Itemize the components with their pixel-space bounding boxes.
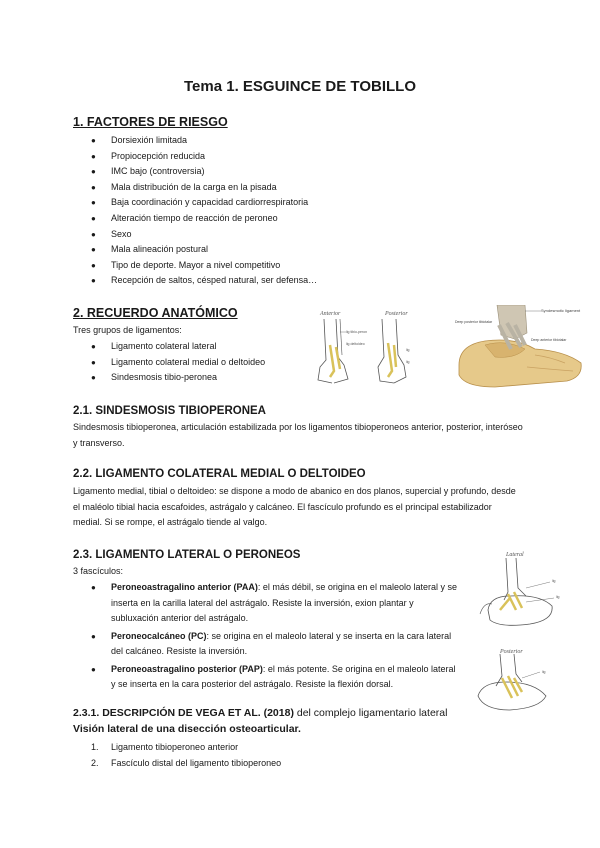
list-item: ● Propiocepción reducida bbox=[91, 150, 206, 161]
deltoid-paragraph: Ligamento medial, tibial o deltoideo: se dispone a modo de abanico en dos planos, supercial y profundo, desde el maléolo tibial hacia escafoides, astrágalo y calcáneo. El fascículo profundo es el principal estabilizador medial. Si se rompe, el astrágalo tiende al valgo. bbox=[73, 486, 516, 527]
medial-ankle-illustration bbox=[455, 305, 585, 390]
list-item: ● Mala alineación postural bbox=[91, 244, 209, 255]
svg-text:lig: lig bbox=[542, 670, 546, 674]
svg-text:lig: lig bbox=[406, 348, 410, 352]
list-item: ● IMC bajo (controversia) bbox=[91, 166, 205, 177]
list-item: ● Tipo de deporte. Mayor a nivel competitivo bbox=[91, 259, 281, 270]
term-pc: Peroneocalcáneo (PC) bbox=[111, 630, 207, 641]
list-item: ● Recepción de saltos, césped natural, ser defensa… bbox=[91, 275, 318, 286]
list-item: ● Peroneocalcáneo (PC): se origina en el maleolo lateral y se inserta en la cara lateral del calcáneo. Resiste la inversión. bbox=[91, 630, 452, 656]
posterior-ankle-sketch bbox=[470, 646, 585, 716]
ankle-sketch-figure bbox=[310, 305, 445, 390]
page-title: Tema 1. ESGUINCE DE TOBILLO bbox=[184, 78, 416, 95]
risk-factors-list bbox=[91, 133, 317, 289]
list-item: ● Mala distribución de la carga en la pisada bbox=[91, 181, 277, 192]
term-paa: Peroneoastragalino anterior (PAA) bbox=[111, 582, 258, 592]
svg-text:lig: lig bbox=[556, 595, 560, 599]
list-item: ● Ligamento colateral medial o deltoideo bbox=[91, 356, 266, 367]
list-item: ● Baja coordinación y capacidad cardiorrespiratoria bbox=[91, 197, 309, 208]
svg-text:lig: lig bbox=[552, 579, 556, 583]
section-heading-risk-factors: 1. FACTORES DE RIESGO bbox=[73, 115, 228, 129]
svg-text:lig deltoideo: lig deltoideo bbox=[346, 342, 365, 346]
list-item: ● Ligamento colateral lateral bbox=[91, 341, 217, 351]
section-heading-syndesmosis: 2.1. SINDESMOSIS TIBIOPERONEA bbox=[73, 405, 266, 417]
figure-label-syndesmotic: Syndesmotic ligament bbox=[541, 308, 581, 313]
figure-label-anterior: Anterior bbox=[320, 311, 341, 317]
section-heading-anatomy: 2. RECUERDO ANATÓMICO bbox=[73, 306, 238, 320]
list-item: ● Sexo bbox=[91, 228, 132, 239]
lateral-intro: 3 fascículos: bbox=[73, 566, 124, 576]
svg-text:lig: lig bbox=[406, 360, 410, 364]
syndesmosis-paragraph: Sindesmosis tibioperonea, articulación estabilizada por los ligamentos tibioperoneos anterior, posterior, interóseo y transverso. bbox=[73, 422, 523, 448]
figure-label-deep-anterior: Deep anterior tibiotalar bbox=[531, 338, 567, 342]
section-heading-deltoid: 2.2. LIGAMENTO COLATERAL MEDIAL O DELTOIDEO bbox=[73, 468, 366, 480]
list-item: ● Sindesmosis tibio-peronea bbox=[91, 372, 218, 383]
term-pap: Peroneoastragalino posterior (PAP) bbox=[111, 663, 263, 674]
list-item: 2. Fascículo distal del ligamento tibioperoneo bbox=[91, 758, 282, 768]
lateral-ankle-sketch bbox=[470, 548, 585, 636]
ligament-groups-list bbox=[91, 339, 265, 386]
list-item: ● Peroneoastragalino anterior (PAA): el más débil, se origina en el maleolo lateral y se inserta en la carilla lateral del astrágalo. Resiste la inversión, exion plantar y subluxación anterior del astrágalo. bbox=[91, 582, 457, 623]
list-item: ● Alteración tiempo de reacción de peroneo bbox=[91, 212, 278, 223]
vega-subheading: Visión lateral de una disección osteoarticular. bbox=[73, 723, 301, 735]
anatomy-intro: Tres grupos de ligamentos: bbox=[73, 325, 182, 335]
figure-label-posterior: Posterior bbox=[385, 311, 408, 317]
list-item: 1. Ligamento tibioperoneo anterior bbox=[91, 742, 239, 752]
section-heading-vega: 2.3.1. DESCRIPCIÓN DE VEGA ET AL. (2018) del complejo ligamentario lateral bbox=[73, 707, 448, 719]
figure-label-posterior-view: Posterior bbox=[500, 649, 523, 655]
svg-text:lig tibio-peron: lig tibio-peron bbox=[346, 330, 368, 334]
vega-list bbox=[91, 739, 281, 771]
figure-label-deep-posterior: Deep posterior tibiotalar bbox=[455, 320, 493, 324]
list-item: ● Dorsiexión limitada bbox=[91, 135, 188, 145]
list-item: ● Peroneoastragalino posterior (PAP): el más potente. Se origina en el maleolo lateral y se inserta en la cara posterior del astrágalo. Resiste la flexión dorsal. bbox=[91, 663, 456, 689]
figure-label-lateral: Lateral bbox=[506, 552, 524, 558]
section-heading-lateral: 2.3. LIGAMENTO LATERAL O PERONEOS bbox=[73, 549, 301, 561]
lateral-fascicles-list bbox=[91, 580, 461, 695]
